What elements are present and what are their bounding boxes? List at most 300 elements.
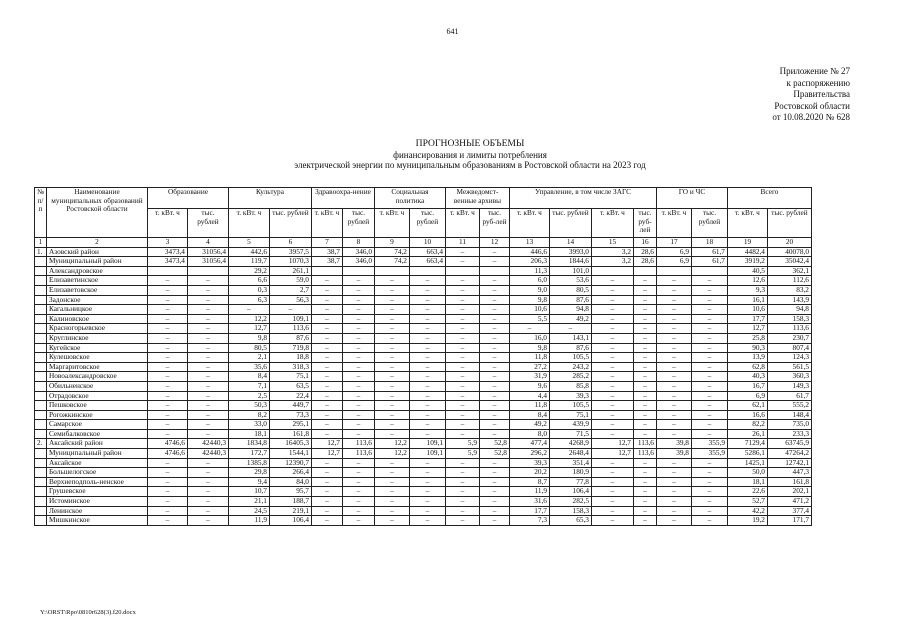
table-cell: – (633, 353, 656, 363)
table-cell: – (445, 257, 479, 267)
table-cell: – (311, 324, 342, 334)
table-row (35, 305, 812, 315)
table-cell: – (147, 295, 187, 305)
energy-table (34, 187, 812, 526)
table-cell: – (187, 391, 228, 401)
header-group: Всего (727, 188, 811, 209)
municipality-name: Муниципальный район (46, 257, 147, 267)
table-row (35, 487, 812, 497)
column-number: 3 (147, 238, 187, 248)
table-cell: 143,9 (767, 295, 811, 305)
row-number (35, 477, 47, 487)
table-cell: – (479, 506, 509, 516)
table-row (35, 429, 812, 439)
table-cell: – (147, 333, 187, 343)
table-cell: – (656, 324, 691, 334)
municipality-name: Грушевское (46, 487, 147, 497)
table-cell: 9,8 (509, 295, 549, 305)
row-number (35, 314, 47, 324)
table-cell: 59,0 (269, 276, 311, 286)
table-cell: – (479, 420, 509, 430)
table-cell: 663,4 (409, 247, 445, 257)
table-cell: 52,8 (479, 449, 509, 459)
table-cell: 12,7 (311, 439, 342, 449)
table-row (35, 516, 812, 526)
municipality-name: Елизаветовское (46, 285, 147, 295)
table-cell: – (591, 372, 633, 382)
table-cell: 3957,5 (269, 247, 311, 257)
table-cell: 5,9 (445, 439, 479, 449)
row-number (35, 458, 47, 468)
table-cell: 555,2 (767, 401, 811, 411)
table-cell: – (342, 506, 374, 516)
table-cell: – (479, 468, 509, 478)
table-cell: – (479, 497, 509, 507)
table-cell: – (479, 295, 509, 305)
table-cell: – (374, 410, 409, 420)
table-cell: 39,8 (656, 449, 691, 459)
table-cell: 8,4 (228, 372, 269, 382)
table-cell: 4268,9 (549, 439, 591, 449)
table-row (35, 324, 812, 334)
table-cell: – (633, 429, 656, 439)
table-cell: – (342, 285, 374, 295)
table-row (35, 362, 812, 372)
table-cell: – (311, 353, 342, 363)
table-cell: – (409, 420, 445, 430)
table-cell: 49,2 (549, 314, 591, 324)
table-cell: – (342, 324, 374, 334)
table-cell: 285,2 (549, 372, 591, 382)
table-cell: 113,6 (633, 449, 656, 459)
table-cell (187, 266, 228, 276)
table-cell: 19,2 (727, 516, 767, 526)
table-cell: 4,4 (509, 391, 549, 401)
column-number: 4 (187, 238, 228, 248)
table-cell: – (374, 305, 409, 315)
municipality-name: Аксайский район (46, 439, 147, 449)
table-cell (445, 266, 479, 276)
table-cell: – (311, 497, 342, 507)
municipality-name: Муниципальный район (46, 449, 147, 459)
table-cell: – (656, 276, 691, 286)
table-cell: 77,8 (549, 477, 591, 487)
table-cell: 27,2 (509, 362, 549, 372)
table-cell: 0,3 (228, 285, 269, 295)
table-cell: – (656, 487, 691, 497)
table-cell: – (591, 458, 633, 468)
table-cell: 266,4 (269, 468, 311, 478)
table-cell: – (591, 333, 633, 343)
table-cell: 11,8 (509, 353, 549, 363)
table-cell: – (691, 477, 727, 487)
table-cell: – (342, 391, 374, 401)
table-cell: – (187, 295, 228, 305)
table-cell: 9,0 (509, 285, 549, 295)
table-cell: 38,7 (311, 257, 342, 267)
table-cell: – (445, 477, 479, 487)
table-cell: – (591, 420, 633, 430)
municipality-name: Елизаветинское (46, 276, 147, 286)
table-cell: – (187, 285, 228, 295)
table-cell: 158,3 (767, 314, 811, 324)
table-cell: – (187, 487, 228, 497)
column-number: 11 (445, 238, 479, 248)
table-cell: – (591, 353, 633, 363)
table-cell: 112,6 (767, 276, 811, 286)
row-number (35, 333, 47, 343)
appendix-line: к распоряжению (786, 77, 850, 88)
table-cell: – (656, 353, 691, 363)
table-cell: 49,2 (509, 420, 549, 430)
table-cell: – (445, 314, 479, 324)
table-cell: 21,1 (228, 497, 269, 507)
table-cell: – (691, 429, 727, 439)
table-cell: – (342, 477, 374, 487)
table-cell: 2,7 (269, 285, 311, 295)
table-cell: – (479, 381, 509, 391)
municipality-name: Большелогское (46, 468, 147, 478)
table-cell: 318,3 (269, 362, 311, 372)
row-number (35, 372, 47, 382)
column-number: 17 (656, 238, 691, 248)
table-cell: – (311, 362, 342, 372)
table-cell: – (374, 401, 409, 411)
table-cell: – (147, 516, 187, 526)
table-cell: – (445, 516, 479, 526)
table-cell: 80,5 (228, 343, 269, 353)
table-cell: – (311, 295, 342, 305)
row-number (35, 381, 47, 391)
table-cell: – (591, 401, 633, 411)
header-unit: тыс. рублей (691, 209, 727, 238)
table-cell: – (342, 276, 374, 286)
table-cell: – (187, 305, 228, 315)
title-line: электрической энергии по муниципальным образованиям в Ростовской области на 2023 год (294, 160, 646, 170)
table-row (35, 285, 812, 295)
column-number: 8 (342, 238, 374, 248)
table-row (35, 266, 812, 276)
column-number: 7 (311, 238, 342, 248)
page-number: 641 (446, 27, 459, 36)
table-cell: 106,4 (269, 516, 311, 526)
table-cell: – (691, 381, 727, 391)
table-row (35, 410, 812, 420)
column-number: 12 (479, 238, 509, 248)
header-unit: т. кВт. ч (591, 209, 633, 238)
row-number: 1. (35, 247, 47, 257)
table-cell: – (311, 506, 342, 516)
table-cell: 5,5 (509, 314, 549, 324)
table-cell: – (591, 381, 633, 391)
table-cell: – (342, 343, 374, 353)
table-cell: – (187, 429, 228, 439)
table-cell: 95,7 (269, 487, 311, 497)
table-cell: – (374, 477, 409, 487)
table-cell: – (656, 516, 691, 526)
row-number (35, 516, 47, 526)
table-cell: – (409, 314, 445, 324)
table-cell: – (691, 324, 727, 334)
table-cell: 439,9 (549, 420, 591, 430)
table-cell: 62,8 (727, 362, 767, 372)
table-cell: 351,4 (549, 458, 591, 468)
table-cell: 8,7 (509, 477, 549, 487)
table-cell: 149,3 (767, 381, 811, 391)
table-cell: – (591, 468, 633, 478)
table-cell: 148,4 (767, 410, 811, 420)
table-cell: – (691, 372, 727, 382)
table-cell: – (445, 353, 479, 363)
table-cell: – (633, 401, 656, 411)
table-cell: – (311, 401, 342, 411)
table-cell: 16,6 (727, 410, 767, 420)
table-cell: 47264,2 (767, 449, 811, 459)
table-cell: – (445, 487, 479, 497)
table-cell: – (147, 497, 187, 507)
table-cell: 73,3 (269, 410, 311, 420)
row-number (35, 285, 47, 295)
table-cell: 13,9 (727, 353, 767, 363)
appendix-line: Правительства (793, 89, 850, 100)
table-cell: – (656, 506, 691, 516)
municipality-name: Ленинское (46, 506, 147, 516)
table-cell: – (691, 295, 727, 305)
table-cell: – (633, 305, 656, 315)
table-cell: – (445, 420, 479, 430)
table-cell: – (147, 343, 187, 353)
table-cell: 206,3 (509, 257, 549, 267)
table-cell: 3,2 (591, 257, 633, 267)
table-cell: 377,4 (767, 506, 811, 516)
table-cell: 161,8 (269, 429, 311, 439)
table-cell: 22,6 (727, 487, 767, 497)
table-cell: – (445, 468, 479, 478)
table-cell: – (479, 477, 509, 487)
table-cell: – (187, 410, 228, 420)
table-cell: – (409, 506, 445, 516)
table-cell: – (633, 497, 656, 507)
table-cell: – (409, 410, 445, 420)
table-cell: 2,5 (228, 391, 269, 401)
table-cell: 295,1 (269, 420, 311, 430)
table-cell: – (342, 362, 374, 372)
table-cell: – (479, 372, 509, 382)
table-cell: – (311, 305, 342, 315)
table-row (35, 314, 812, 324)
table-cell: 16,0 (509, 333, 549, 343)
table-cell: 471,2 (767, 497, 811, 507)
table-cell: – (633, 468, 656, 478)
table-row (35, 506, 812, 516)
table-cell: 18,1 (727, 477, 767, 487)
table-cell: – (479, 285, 509, 295)
table-cell: – (691, 333, 727, 343)
table-cell: 62,1 (727, 401, 767, 411)
table-cell: 63,5 (269, 381, 311, 391)
table-cell (591, 266, 633, 276)
table-cell: – (374, 343, 409, 353)
table-cell: 12390,7 (269, 458, 311, 468)
table-cell: – (409, 477, 445, 487)
table-cell: – (479, 401, 509, 411)
municipality-name: Семибалковское (46, 429, 147, 439)
table-cell: – (445, 401, 479, 411)
table-cell (311, 266, 342, 276)
table-cell: – (656, 343, 691, 353)
table-cell: 42,2 (727, 506, 767, 516)
header-name: Наименование муниципальных образований Ростовской области (46, 188, 147, 238)
table-cell: – (691, 506, 727, 516)
row-number (35, 497, 47, 507)
header-group: Культура (228, 188, 311, 209)
table-cell: – (187, 362, 228, 372)
table-cell: 11,3 (509, 266, 549, 276)
table-cell: – (445, 410, 479, 420)
header-unit: тыс. рублей (342, 209, 374, 238)
municipality-name: Задонское (46, 295, 147, 305)
table-cell: – (147, 487, 187, 497)
table-cell: 4746,6 (147, 449, 187, 459)
table-cell: – (409, 324, 445, 334)
column-number: 2 (46, 238, 147, 248)
table-cell: – (147, 429, 187, 439)
table-cell: 4746,6 (147, 439, 187, 449)
table-cell: – (656, 333, 691, 343)
table-cell: – (311, 285, 342, 295)
column-number: 15 (591, 238, 633, 248)
table-cell: – (656, 468, 691, 478)
table-cell: – (342, 429, 374, 439)
table-cell: 12,7 (228, 324, 269, 334)
municipality-name: Круглинское (46, 333, 147, 343)
table-cell: 85,8 (549, 381, 591, 391)
table-cell (479, 266, 509, 276)
table-cell: 25,8 (727, 333, 767, 343)
table-cell: 124,3 (767, 353, 811, 363)
table-cell: – (691, 353, 727, 363)
table-cell: – (633, 372, 656, 382)
table-cell: – (409, 362, 445, 372)
row-number (35, 324, 47, 334)
table-cell: – (147, 458, 187, 468)
table-cell: – (591, 343, 633, 353)
table-cell: 52,7 (727, 497, 767, 507)
table-cell: 346,0 (342, 247, 374, 257)
table-cell: 261,1 (269, 266, 311, 276)
municipality-name: Александровское (46, 266, 147, 276)
table-cell: 447,3 (767, 468, 811, 478)
table-cell: 11,9 (228, 516, 269, 526)
table-cell: 28,6 (633, 257, 656, 267)
table-cell: – (691, 401, 727, 411)
table-cell (374, 266, 409, 276)
table-cell: – (342, 305, 374, 315)
table-cell: 9,3 (727, 285, 767, 295)
header-unit: т. кВт. ч (656, 209, 691, 238)
table-cell: – (228, 305, 269, 315)
table-cell: – (409, 343, 445, 353)
table-cell: 63745,9 (767, 439, 811, 449)
table-cell: – (656, 372, 691, 382)
table-cell: 561,5 (767, 362, 811, 372)
table-cell (691, 266, 727, 276)
table-cell: 219,1 (269, 506, 311, 516)
municipality-name: Новоалександровское (46, 372, 147, 382)
row-number (35, 401, 47, 411)
table-cell: – (269, 305, 311, 315)
table-cell: – (409, 276, 445, 286)
table-cell: 719,8 (269, 343, 311, 353)
table-cell: 20,2 (509, 468, 549, 478)
table-cell (633, 266, 656, 276)
table-cell: 1544,1 (269, 449, 311, 459)
table-cell: – (691, 285, 727, 295)
table-row (35, 458, 812, 468)
municipality-name: Кулешовское (46, 353, 147, 363)
table-cell: – (445, 305, 479, 315)
municipality-name: Мишкинское (46, 516, 147, 526)
table-cell: 143,1 (549, 333, 591, 343)
table-cell: – (147, 353, 187, 363)
table-cell: 61,7 (691, 257, 727, 267)
table-cell: 446,6 (509, 247, 549, 257)
table-cell: 80,5 (549, 285, 591, 295)
table-cell: – (374, 353, 409, 363)
table-cell: 94,8 (767, 305, 811, 315)
table-cell: 113,6 (269, 324, 311, 334)
table-cell: – (342, 487, 374, 497)
header-group: Управление, в том числе ЗАГС (509, 188, 656, 209)
municipality-name: Красногорьевское (46, 324, 147, 334)
row-number (35, 257, 47, 267)
table-cell: – (479, 324, 509, 334)
table-cell: – (409, 497, 445, 507)
row-number (35, 506, 47, 516)
table-cell: 12,7 (311, 449, 342, 459)
table-cell: – (591, 305, 633, 315)
table-cell: – (633, 477, 656, 487)
table-cell: 61,7 (767, 391, 811, 401)
table-cell: 12,6 (727, 276, 767, 286)
table-cell: – (633, 362, 656, 372)
title-line: ПРОГНОЗНЫЕ ОБЪЕМЫ (415, 138, 525, 149)
table-cell: – (409, 516, 445, 526)
header-group: Межведомст-венные архивы (445, 188, 509, 209)
table-row (35, 372, 812, 382)
table-cell: – (656, 410, 691, 420)
table-cell: – (374, 295, 409, 305)
table-cell (656, 266, 691, 276)
table-cell: – (409, 401, 445, 411)
table-cell: 282,5 (549, 497, 591, 507)
table-cell: – (445, 506, 479, 516)
table-cell: – (633, 276, 656, 286)
table-cell: – (479, 276, 509, 286)
header-group: Образование (147, 188, 228, 209)
table-cell: – (187, 314, 228, 324)
table-cell: 12742,1 (767, 458, 811, 468)
table-cell: 39,3 (549, 391, 591, 401)
table-cell: 18,1 (228, 429, 269, 439)
table-cell: – (509, 324, 549, 334)
table-cell: – (187, 497, 228, 507)
table-cell: 158,3 (549, 506, 591, 516)
table-cell: – (147, 372, 187, 382)
table-cell: – (147, 401, 187, 411)
table-cell: 87,6 (269, 333, 311, 343)
column-number: 13 (509, 238, 549, 248)
